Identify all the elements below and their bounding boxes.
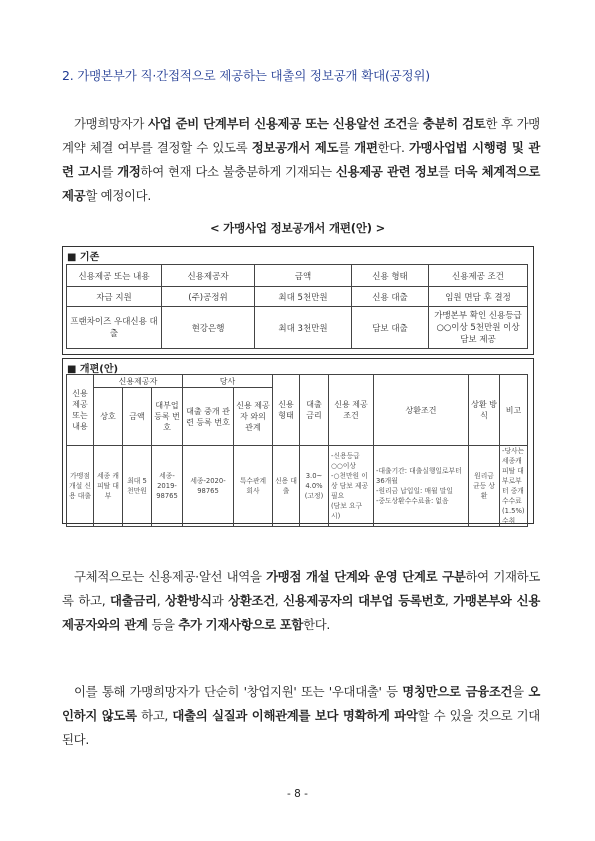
section-heading: 2. 가맹본부가 직·간접적으로 제공하는 대출의 정보공개 확대(공정위) bbox=[62, 68, 430, 83]
header-cell: 신용 제공 또는 내용 bbox=[67, 375, 94, 446]
bold-text-run: 더욱 체계적으로 제공 bbox=[62, 164, 540, 203]
header-cell: 신용 제공자 와의 관계 bbox=[234, 388, 273, 446]
bold-text-run: 가맹본부와 신용제공자와의 관계 bbox=[62, 593, 540, 632]
text-run: 를 bbox=[338, 140, 355, 155]
repay-line: -원리금 납입일: 매월 말일 bbox=[376, 487, 453, 495]
text-run: 구체적으로는 신용제공·알선 내역을 bbox=[74, 569, 267, 584]
bold-text-run: 상환조건 bbox=[228, 593, 275, 608]
bold-text-run: 가맹사업법 시행령 및 관련 고시 bbox=[62, 140, 541, 179]
table-caption: < 가맹사업 정보공개서 개편(안) > bbox=[209, 221, 386, 235]
table-cell: 가맹점 개설 신용 대출 bbox=[67, 446, 94, 527]
table-cell: (주)공정위 bbox=[162, 287, 255, 307]
text-run: 이를 통해 가맹희망자가 단순히 '창업지원' 또는 '우대대출' 등 bbox=[74, 684, 403, 699]
table-cell: 가맹본부 확인 신용등급 ○○이상 5천만원 이상 담보 제공 bbox=[429, 307, 528, 349]
table-cell: 신용 대출 bbox=[352, 287, 429, 307]
cond-line: (담보 요구 시) bbox=[331, 502, 363, 520]
cond-line: -○천만원 이상 담보 제공 필요 bbox=[331, 472, 369, 500]
table-cell: 현강은행 bbox=[162, 307, 255, 349]
header-cell: 대부업 등록 번호 bbox=[152, 388, 183, 446]
header-cell: 당사 bbox=[183, 375, 273, 388]
table-cell: 최대 5천만원 bbox=[255, 287, 352, 307]
details-paragraph bbox=[62, 565, 540, 637]
header-cell: 상환 방식 bbox=[469, 375, 500, 446]
bold-text-run: 정보공개서 제도 bbox=[251, 140, 339, 155]
table-cell: 프랜차이즈 우대신용 대출 bbox=[67, 307, 162, 349]
header-cell: 대출 중개 관련 등록 번호 bbox=[183, 388, 234, 446]
text-run: 한 후 가맹계약 체결 여부를 결정할 수 있도록 bbox=[62, 116, 540, 155]
repay-line: -대출기간: 대출실행일로부터 36개월 bbox=[376, 467, 462, 485]
text-run: 하여 기재하도록 하고, bbox=[62, 569, 541, 608]
text-run: 가맹희망자가 bbox=[74, 116, 148, 131]
table-cell: 특수관계 회사 bbox=[234, 446, 273, 527]
cond-line: -신용등급 ○○이상 bbox=[331, 452, 360, 470]
header-cell: 대출 금리 bbox=[300, 375, 329, 446]
header-cell: 신용 제공 조건 bbox=[329, 375, 374, 446]
repay-line: -중도상환수수료율: 없음 bbox=[376, 497, 449, 505]
revised-format-box bbox=[62, 358, 534, 524]
table-cell: 세종 캐피탈 대부 bbox=[94, 446, 123, 527]
header-cell: 상호 bbox=[94, 388, 123, 446]
text-run: 하고, bbox=[136, 708, 173, 723]
table-cell bbox=[329, 446, 374, 527]
table-cell: 원리금 균등 상환 bbox=[469, 446, 500, 527]
bold-text-run: 충분히 검토 bbox=[422, 116, 486, 131]
table-cell: 3.0~ 4.0% (고정) bbox=[300, 446, 329, 527]
bold-text-run: 명칭만으로 금융조건 bbox=[402, 684, 513, 699]
text-run: 한다. bbox=[303, 617, 331, 632]
header-cell: 신용제공 조건 bbox=[429, 265, 528, 287]
text-run: 하여 현재 다소 불충분하게 기재되는 bbox=[140, 164, 336, 179]
table-cell bbox=[374, 446, 469, 527]
bold-text-run: 신용제공 관련 정보 bbox=[335, 164, 439, 179]
bold-text-run: 개편 bbox=[354, 140, 378, 155]
bold-text-run: 신용제공자의 대부업 등록번호 bbox=[283, 593, 445, 608]
bold-text-run: 상환방식 bbox=[165, 593, 212, 608]
table-cell: -당사는 세종캐피탈 대부로부터 중개수수료 (1.5%) 수취 bbox=[500, 446, 528, 527]
bold-text-run: 가맹점 개설 단계와 운영 단계로 구분 bbox=[266, 569, 466, 584]
header-cell: 금액 bbox=[255, 265, 352, 287]
table-cell: 임원 면담 후 결정 bbox=[429, 287, 528, 307]
table-cell: 신용 대출 bbox=[273, 446, 300, 527]
bold-text-run: 개정 bbox=[117, 164, 141, 179]
text-run: 등을 bbox=[147, 617, 179, 632]
table-cell: 세종-2020- 98765 bbox=[183, 446, 234, 527]
header-cell: 비고 bbox=[500, 375, 528, 446]
table-cell: 자금 지원 bbox=[67, 287, 162, 307]
header-cell: 상환조건 bbox=[374, 375, 469, 446]
existing-format-title: ■ 기존 bbox=[67, 252, 100, 263]
revised-format-title: ■ 개편(안) bbox=[67, 364, 119, 375]
text-run: 과 bbox=[211, 593, 229, 608]
header-cell: 신용제공자 bbox=[94, 375, 183, 388]
table-cell: 담보 대출 bbox=[352, 307, 429, 349]
text-run: 할 예정이다. bbox=[85, 188, 151, 203]
bold-text-run: 대출금리 bbox=[110, 593, 157, 608]
revised-format-table bbox=[66, 374, 528, 527]
text-run: 을 bbox=[512, 684, 529, 699]
bold-text-run: 사업 준비 단계부터 신용제공 또는 신용알선 조건 bbox=[147, 116, 408, 131]
header-cell: 신용 형태 bbox=[352, 265, 429, 287]
header-cell: 금액 bbox=[123, 388, 152, 446]
expectation-paragraph bbox=[62, 680, 540, 752]
text-run: 를 bbox=[438, 164, 454, 179]
table-cell: 최대 5천만원 bbox=[123, 446, 152, 527]
existing-format-box bbox=[62, 246, 534, 355]
bold-text-run: 오인하지 않도록 bbox=[62, 684, 540, 723]
table-cell: 최대 3천만원 bbox=[255, 307, 352, 349]
page-number: - 8 - bbox=[287, 788, 308, 800]
bold-text-run: 추가 기재사항으로 포함 bbox=[178, 617, 304, 632]
text-run: 할 수 있을 것으로 기대된다. bbox=[62, 708, 540, 747]
header-cell: 신용제공자 bbox=[162, 265, 255, 287]
header-cell: 신용제공 또는 내용 bbox=[67, 265, 162, 287]
intro-paragraph bbox=[62, 112, 540, 208]
text-run: , bbox=[444, 593, 454, 608]
text-run: 한다. bbox=[377, 140, 409, 155]
bold-text-run: 대출의 실질과 이해관계를 보다 명확하게 파악 bbox=[172, 708, 418, 723]
text-run: , bbox=[156, 593, 166, 608]
table-cell: 세종- 2019- 98765 bbox=[152, 446, 183, 527]
existing-format-table bbox=[66, 264, 528, 349]
header-cell: 신용 형태 bbox=[273, 375, 300, 446]
text-run: 을 bbox=[407, 116, 423, 131]
text-run: 를 bbox=[101, 164, 118, 179]
text-run: , bbox=[274, 593, 284, 608]
